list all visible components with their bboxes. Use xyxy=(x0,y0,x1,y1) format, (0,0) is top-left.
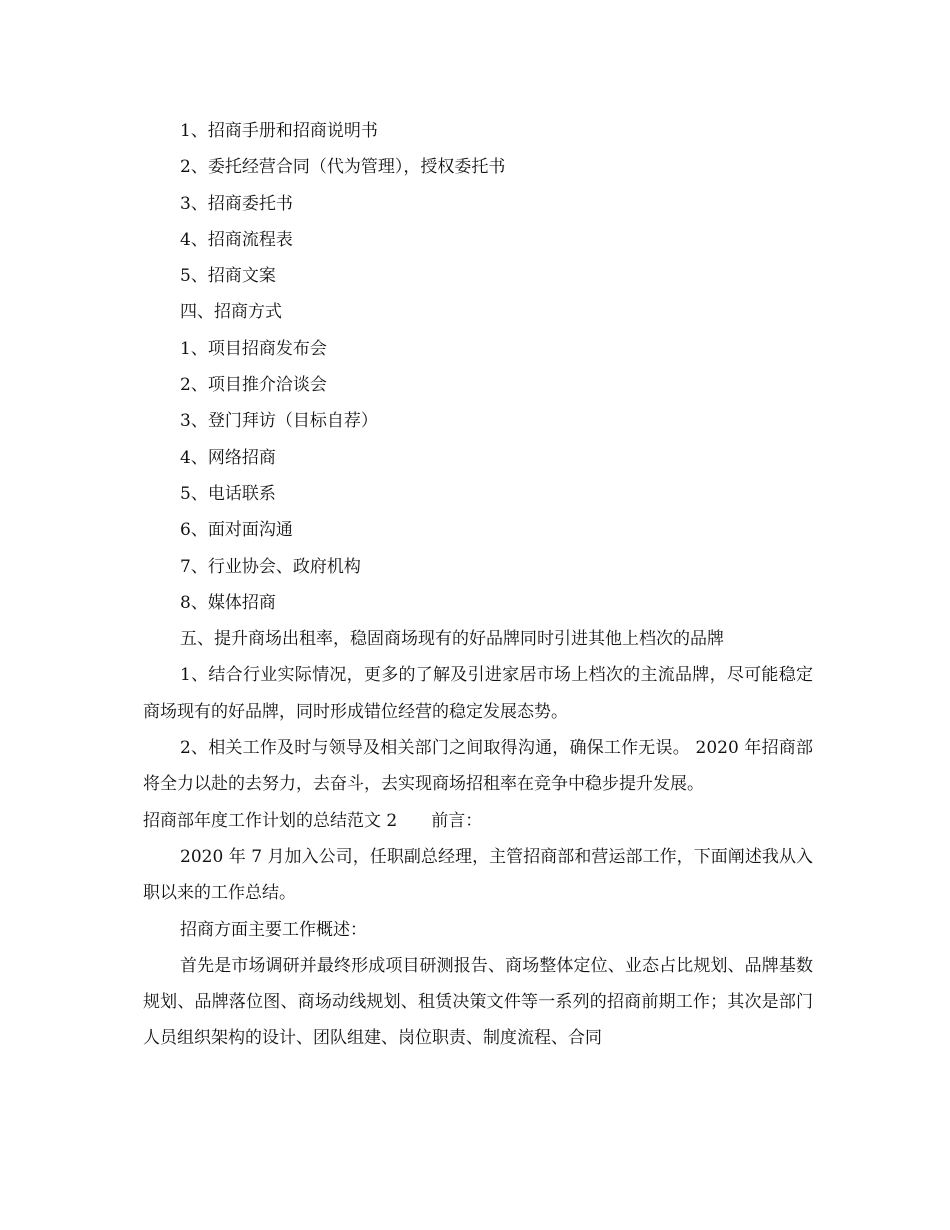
list-item: 4、网络招商 xyxy=(180,447,276,468)
article-title: 招商部年度工作计划的总结范文 2 xyxy=(143,810,398,831)
list-item: 7、行业协会、政府机构 xyxy=(180,556,361,577)
list-item: 4、招商流程表 xyxy=(180,229,293,250)
paragraph: 2、相关工作及时与领导及相关部门之间取得沟通，确保工作无误。 2020 年招商部将全力以赴的去努力，去奋斗，去实现商场招租率在竞争中稳步提升发展。 xyxy=(143,738,813,795)
subheading: 招商方面主要工作概述： xyxy=(180,919,367,940)
paragraph: 1、结合行业实际情况，更多的了解及引进家居市场上档次的主流品牌，尽可能稳定商场现有的好品牌，同时形成错位经营的稳定发展态势。 xyxy=(143,665,813,722)
list-item: 1、招商手册和招商说明书 xyxy=(180,121,378,141)
article-title-line xyxy=(143,803,813,839)
paragraph: 首先是市场调研并最终形成项目研测报告、商场整体定位、业态占比规划、品牌基数规划、品牌落位图、商场动线规划、租赁决策文件等一系列的招商前期工作；其次是部门人员组织架构的设计、团队组建、岗位职责、制度流程、合同 xyxy=(143,955,813,1049)
list-item: 5、招商文案 xyxy=(180,266,276,287)
document-body xyxy=(143,113,813,1057)
list-item: 1、项目招商发布会 xyxy=(180,338,327,359)
section-heading-four: 四、招商方式 xyxy=(180,302,282,323)
list-item: 3、招商委托书 xyxy=(180,193,293,214)
section-heading-five: 五、提升商场出租率，稳固商场现有的好品牌同时引进其他上档次的品牌 xyxy=(180,629,724,650)
list-item: 6、面对面沟通 xyxy=(180,520,293,541)
list-item: 3、登门拜访（目标自荐） xyxy=(180,411,378,432)
list-item: 2、项目推介洽谈会 xyxy=(180,375,327,396)
list-item: 5、电话联系 xyxy=(180,483,276,504)
list-item: 8、媒体招商 xyxy=(180,592,276,613)
paragraph: 2020 年 7 月加入公司，任职副总经理，主管招商部和营运部工作，下面阐述我从入职以来的工作总结。 xyxy=(143,846,813,904)
list-item: 2、委托经营合同（代为管理），授权委托书 xyxy=(180,157,506,178)
preface-label: 前言： xyxy=(431,810,483,831)
